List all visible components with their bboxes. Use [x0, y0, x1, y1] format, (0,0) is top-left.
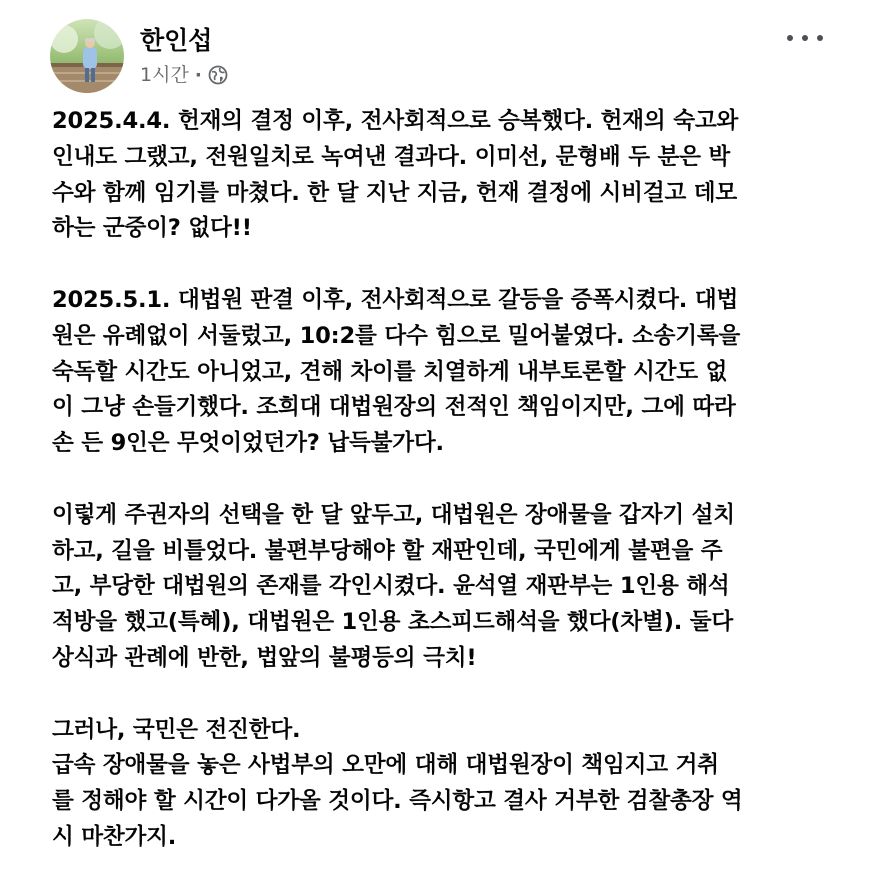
- post-text-line: 원은 유례없이 서둘렀고, 10:2를 다수 힘으로 밀어붙였다. 소송기록을: [52, 322, 741, 349]
- post-text-line: 급속 장애물을 놓은 사법부의 오만에 대해 대법원장이 책임지고 거취: [52, 752, 719, 779]
- post-text-line: 시 마찬가지.: [52, 823, 177, 850]
- meta-separator: ·: [194, 64, 203, 86]
- post-text-line: 이 그냥 손들기했다. 조희대 대법원장의 전적인 책임이지만, 그에 따라: [52, 394, 736, 421]
- post-paragraph-1: [52, 104, 842, 247]
- post-time[interactable]: 1시간: [140, 64, 189, 86]
- post-text-line: 하고, 길을 비틀었다. 불편부당해야 할 재판인데, 국민에게 불편을 주: [52, 537, 723, 564]
- post-meta: [140, 64, 228, 86]
- post-paragraph-4: [52, 713, 842, 856]
- post-text-line: 2025.5.1. 대법원 판결 이후, 전사회적으로 갈등을 증폭시켰다. 대법: [52, 286, 739, 313]
- post-text-line: 숙독할 시간도 아니었고, 견해 차이를 치열하게 내부토론할 시간도 없: [52, 358, 728, 385]
- post-paragraph-3: [52, 498, 842, 677]
- post-header: [50, 16, 228, 96]
- author-block: [140, 26, 228, 86]
- post-text-line: 하는 군중이? 없다!!: [52, 215, 252, 242]
- post-text-line: 이렇게 주권자의 선택을 한 달 앞두고, 대법원은 장애물을 갑자기 설치: [52, 501, 735, 528]
- post-text-line: 그러나, 국민은 전진한다.: [52, 716, 301, 743]
- post-text-line: 손 든 9인은 무엇이었던가? 납득불가다.: [52, 430, 444, 457]
- post-text-line: 적방을 했고(특혜), 대법원은 1인용 초스피드해석을 했다(차별). 둘다: [52, 609, 734, 636]
- more-options-icon[interactable]: [787, 28, 823, 48]
- globe-icon[interactable]: [208, 65, 228, 85]
- post-text-line: 2025.4.4. 헌재의 결정 이후, 전사회적으로 승복했다. 헌재의 숙고와: [52, 108, 739, 134]
- post-text-line: 상식과 관례에 반한, 법앞의 불평등의 극치!: [52, 644, 477, 671]
- post-text-line: 수와 함께 임기를 마쳤다. 한 달 지난 지금, 헌재 결정에 시비걸고 데모: [52, 179, 737, 206]
- post-text-line: 고, 부당한 대법원의 존재를 각인시켰다. 윤석열 재판부는 1인용 해석: [52, 573, 730, 600]
- post-body: [52, 104, 842, 892]
- post-paragraph-2: [52, 283, 842, 462]
- author-name[interactable]: 한인섭: [140, 26, 213, 55]
- author-avatar[interactable]: [50, 19, 124, 93]
- post-text-line: 인내도 그랬고, 전원일치로 녹여낸 결과다. 이미선, 문형배 두 분은 박: [52, 143, 731, 170]
- post-text-line: 를 정해야 할 시간이 다가올 것이다. 즉시항고 결사 거부한 검찰총장 역: [52, 788, 743, 815]
